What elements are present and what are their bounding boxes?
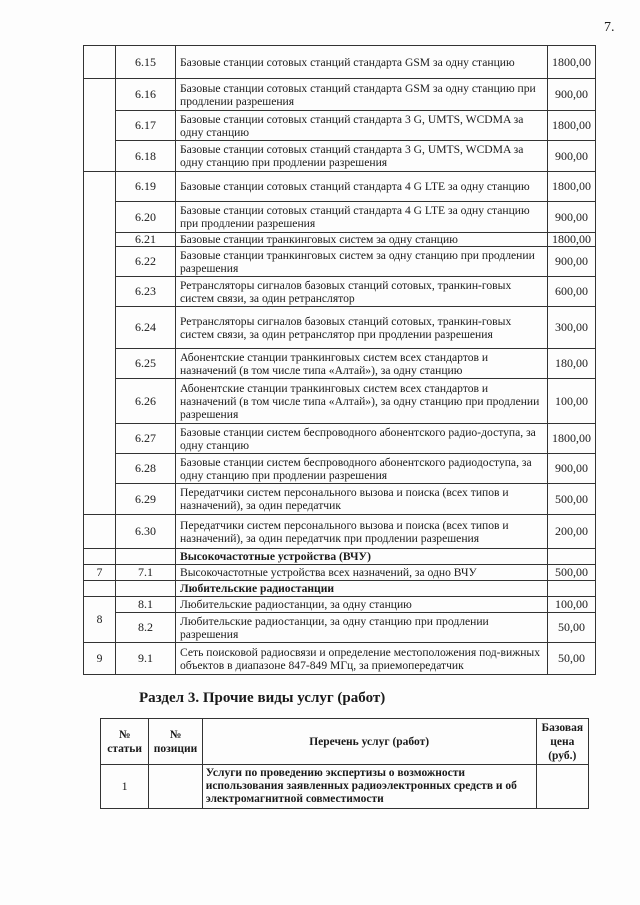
description-cell: Услуги по проведению экспертизы о возможности использования заявленных радиоэлектронных средств и об электромагнитной совместимости <box>202 765 536 809</box>
position-cell: 9.1 <box>116 643 176 675</box>
price-cell: 100,00 <box>548 379 596 424</box>
article-cell <box>84 46 116 79</box>
other-services-table <box>100 718 589 809</box>
section-header-row <box>84 549 596 565</box>
table-row <box>84 172 596 202</box>
position-cell: 6.17 <box>116 111 176 141</box>
tariff-table <box>83 45 596 675</box>
price-cell: 900,00 <box>548 141 596 172</box>
price-cell: 900,00 <box>548 247 596 277</box>
article-cell: 9 <box>84 643 116 675</box>
description-cell: Базовые станции сотовых станций стандарта 4 G LTE за одну станцию при продлении разрешения <box>176 202 548 233</box>
price-cell: 180,00 <box>548 349 596 379</box>
description-cell: Базовые станции транкинговых систем за одну станцию <box>176 233 548 247</box>
page-number: 7. <box>604 20 615 35</box>
description-cell: Высокочастотные устройства всех назначений, за одно ВЧУ <box>176 565 548 581</box>
table-row <box>84 46 596 79</box>
table-row <box>84 379 596 424</box>
position-cell: 6.23 <box>116 277 176 307</box>
description-cell: Абонентские станции транкинговых систем всех стандартов и назначений (в том числе типа «Алтай»), за одну станцию при продлении разрешения <box>176 379 548 424</box>
description-cell: Передатчики систем персонального вызова и поиска (всех типов и назначений), за один передатчик <box>176 484 548 515</box>
article-cell: 8 <box>84 597 116 643</box>
description-cell: Любительские радиостанции, за одну станцию <box>176 597 548 613</box>
table-row <box>84 233 596 247</box>
table-row <box>84 565 596 581</box>
description-cell: Базовые станции сотовых станций стандарта GSM за одну станцию <box>176 46 548 79</box>
position-cell: 7.1 <box>116 565 176 581</box>
description-cell: Базовые станции сотовых станций стандарта GSM за одну станцию при продлении разрешения <box>176 79 548 111</box>
table-row <box>84 484 596 515</box>
price-cell: 500,00 <box>548 565 596 581</box>
price-cell: 1800,00 <box>548 424 596 454</box>
price-cell: 200,00 <box>548 515 596 549</box>
table-row <box>84 597 596 613</box>
description-cell: Базовые станции сотовых станций стандарта 4 G LTE за одну станцию <box>176 172 548 202</box>
table-row <box>84 277 596 307</box>
position-cell <box>116 549 176 565</box>
section-header: Любительские радиостанции <box>176 581 548 597</box>
table-row <box>84 454 596 484</box>
section-title: Раздел 3. Прочие виды услуг (работ) <box>139 690 386 706</box>
price-cell: 500,00 <box>548 484 596 515</box>
position-cell <box>149 765 202 809</box>
position-cell: 6.25 <box>116 349 176 379</box>
table-row <box>84 202 596 233</box>
description-cell: Абонентские станции транкинговых систем всех стандартов и назначений (в том числе типа «Алтай»), за одну станцию <box>176 349 548 379</box>
table-row <box>84 79 596 111</box>
position-cell: 8.2 <box>116 613 176 643</box>
price-cell <box>548 549 596 565</box>
price-cell: 1800,00 <box>548 233 596 247</box>
position-cell: 6.16 <box>116 79 176 111</box>
table-row <box>84 643 596 675</box>
position-cell: 6.18 <box>116 141 176 172</box>
price-cell <box>548 581 596 597</box>
article-cell <box>84 172 116 515</box>
article-cell <box>84 549 116 565</box>
position-cell: 6.20 <box>116 202 176 233</box>
position-cell: 6.21 <box>116 233 176 247</box>
article-cell <box>84 79 116 172</box>
position-cell: 6.29 <box>116 484 176 515</box>
description-cell: Ретрансляторы сигналов базовых станций сотовых, транкин-говых систем связи, за один ретранслятор <box>176 277 548 307</box>
table-row <box>101 765 589 809</box>
description-cell: Базовые станции сотовых станций стандарта 3 G, UMTS, WCDMA за одну станцию <box>176 111 548 141</box>
table-row <box>84 349 596 379</box>
table-row <box>84 613 596 643</box>
header-price: Базовая цена (руб.) <box>536 719 588 765</box>
description-cell: Базовые станции систем беспроводного абонентского радио-доступа, за одну станцию <box>176 424 548 454</box>
table-row <box>84 247 596 277</box>
header-description: Перечень услуг (работ) <box>202 719 536 765</box>
description-cell: Любительские радиостанции, за одну станцию при продлении разрешения <box>176 613 548 643</box>
table-row <box>84 307 596 349</box>
article-cell: 7 <box>84 565 116 581</box>
price-cell: 900,00 <box>548 202 596 233</box>
price-cell: 1800,00 <box>548 46 596 79</box>
price-cell: 50,00 <box>548 643 596 675</box>
position-cell: 6.28 <box>116 454 176 484</box>
section-header-row <box>84 581 596 597</box>
table-row <box>84 141 596 172</box>
price-cell: 100,00 <box>548 597 596 613</box>
position-cell: 6.15 <box>116 46 176 79</box>
section-header: Высокочастотные устройства (ВЧУ) <box>176 549 548 565</box>
header-article: № статьи <box>101 719 149 765</box>
price-cell <box>536 765 588 809</box>
article-cell: 1 <box>101 765 149 809</box>
position-cell: 6.19 <box>116 172 176 202</box>
table-row <box>84 111 596 141</box>
price-cell: 900,00 <box>548 454 596 484</box>
price-cell: 1800,00 <box>548 172 596 202</box>
description-cell: Базовые станции сотовых станций стандарта 3 G, UMTS, WCDMA за одну станцию при продлении разрешения <box>176 141 548 172</box>
description-cell: Базовые станции транкинговых систем за одну станцию при продлении разрешения <box>176 247 548 277</box>
table-row <box>84 515 596 549</box>
description-cell: Сеть поисковой радиосвязи и определение местоположения под-вижных объектов в диапазоне 847-849 МГц, за приемопередатчик <box>176 643 548 675</box>
article-cell <box>84 515 116 549</box>
article-cell <box>84 581 116 597</box>
description-cell: Базовые станции систем беспроводного абонентского радиодоступа, за одну станцию при продлении разрешения <box>176 454 548 484</box>
price-cell: 50,00 <box>548 613 596 643</box>
position-cell: 6.27 <box>116 424 176 454</box>
price-cell: 1800,00 <box>548 111 596 141</box>
header-row <box>101 719 589 765</box>
table-row <box>84 424 596 454</box>
description-cell: Передатчики систем персонального вызова и поиска (всех типов и назначений), за один передатчик при продлении разрешения <box>176 515 548 549</box>
position-cell: 6.24 <box>116 307 176 349</box>
position-cell: 6.26 <box>116 379 176 424</box>
header-position: № позиции <box>149 719 202 765</box>
position-cell <box>116 581 176 597</box>
price-cell: 300,00 <box>548 307 596 349</box>
position-cell: 6.30 <box>116 515 176 549</box>
price-cell: 600,00 <box>548 277 596 307</box>
position-cell: 8.1 <box>116 597 176 613</box>
description-cell: Ретрансляторы сигналов базовых станций сотовых, транкин-говых систем связи, за один ретранслятор при продлении разрешения <box>176 307 548 349</box>
position-cell: 6.22 <box>116 247 176 277</box>
price-cell: 900,00 <box>548 79 596 111</box>
